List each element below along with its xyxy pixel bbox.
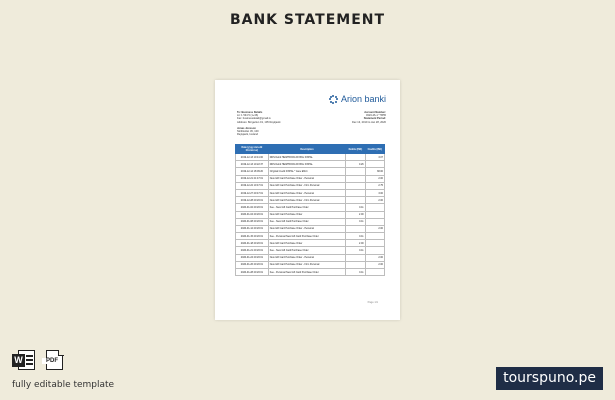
row-description: New Gift Card Purchase Order - Firm Personal (268, 197, 345, 204)
row-debit: 2.00 (346, 240, 365, 247)
table-row (236, 269, 385, 276)
detail-line: Reykjavik, Iceland (237, 133, 258, 137)
row-debit: 2.00 (346, 211, 365, 218)
table-row (236, 154, 385, 161)
account-line: 0323-26-1 * 5555 (365, 114, 386, 118)
pdf-icon[interactable] (42, 348, 66, 372)
row-date: 2020-01-28 20:20:01 (236, 269, 269, 276)
row-date: 2020-01-21 20:20:01 (236, 247, 269, 254)
row-credit (365, 161, 384, 168)
row-description: New Gift Card Purchase Order - Personal (268, 225, 345, 232)
row-description: Original Credit FIXPAL * Jane Effort (268, 168, 345, 175)
row-description: Fee - New Gift Card Purchase Order (268, 218, 345, 225)
row-credit: 38.00 (365, 168, 384, 175)
word-badge: W (12, 354, 25, 367)
row-description: New Gift Card Purchase Order (268, 211, 345, 218)
row-debit (346, 254, 365, 261)
row-credit: 2.00 (365, 175, 384, 182)
sender-recipient-details (237, 111, 307, 137)
table-row (236, 218, 385, 225)
row-debit: 0.11 (346, 233, 365, 240)
row-date: 2019-12-13 10:41:00 (236, 154, 269, 161)
row-debit: 0.11 (346, 247, 365, 254)
row-description: New Gift Card Purchase Order - Firm Personal (268, 182, 345, 189)
row-credit: 3.07 (365, 154, 384, 161)
table-row (236, 233, 385, 240)
row-debit (346, 189, 365, 196)
table-row (236, 197, 385, 204)
table-row (236, 182, 385, 189)
row-credit (365, 204, 384, 211)
row-date: 2020-01-26 20:20:01 (236, 261, 269, 268)
table-row (236, 168, 385, 175)
table-row (236, 161, 385, 168)
page-title: BANK STATEMENT (229, 12, 386, 28)
table-row (236, 261, 385, 268)
col-credits-header: Credits (ISK) (365, 145, 384, 154)
word-icon[interactable] (12, 348, 36, 372)
brand-badge[interactable]: tourspuno.pe (496, 367, 603, 390)
format-icons (12, 348, 66, 372)
row-credit (365, 218, 384, 225)
row-debit (346, 175, 365, 182)
row-date: 2020-01-15 20:20:01 (236, 233, 269, 240)
row-credit (365, 247, 384, 254)
row-debit (346, 225, 365, 232)
row-credit: 2.00 (365, 254, 384, 261)
row-debit: 0.11 (346, 204, 365, 211)
row-description: DDS Debit HEIMTFKRA FIXPAL FIXPAL (268, 161, 345, 168)
table-row (236, 247, 385, 254)
row-date: 2019-12-28 20:20:01 (236, 197, 269, 204)
bank-logo (329, 94, 386, 104)
row-description: New Gift Card Purchase Order - Personal (268, 175, 345, 182)
row-date: 2020-01-12 20:20:01 (236, 225, 269, 232)
col-description-header: Description (268, 145, 345, 154)
row-date: 2019-12-21 21:47:01 (236, 175, 269, 182)
row-debit: 0.11 (346, 269, 365, 276)
row-date: 2019-12-14 18:09:20 (236, 168, 269, 175)
col-date-header: Date (yyyy-mm-dd hh:mm:ss) (236, 145, 269, 154)
row-description: New Gift Card Purchase Order (268, 240, 345, 247)
pdf-label: PDF (42, 358, 62, 364)
row-debit (346, 197, 365, 204)
table-row (236, 175, 385, 182)
table-header-row (236, 145, 385, 154)
row-credit: 2.00 (365, 261, 384, 268)
row-description: New Gift Card Purchase Order - Firm Personal (268, 261, 345, 268)
row-description: New Gift Card Purchase Order - Personal (268, 189, 345, 196)
row-credit (365, 211, 384, 218)
arion-logo-icon (329, 95, 338, 104)
row-credit: 3.00 (365, 189, 384, 196)
account-line: Statement Period: (363, 117, 386, 121)
row-description: Fee - New Gift Card Purchase Order (268, 247, 345, 254)
row-date: 2019-12-22 10:47:01 (236, 182, 269, 189)
row-credit (365, 269, 384, 276)
row-debit: 0.11 (346, 218, 365, 225)
row-description: DDS Debit HEIMTFKRA FIXPAL FIXPAL (268, 154, 345, 161)
row-date: 2020-01-04 20:20:01 (236, 211, 269, 218)
row-credit (365, 233, 384, 240)
row-debit (346, 182, 365, 189)
row-date: 2020-01-18 20:20:01 (236, 240, 269, 247)
table-row (236, 204, 385, 211)
col-debits-header: Debits (ISK) (346, 145, 365, 154)
row-description: Fee - New Gift Card Purchase Order (268, 204, 345, 211)
detail-line: Skrifstofan 45, 100 (237, 130, 259, 134)
row-description: Fee - Personal New Gift Card Purchase Order (268, 233, 345, 240)
row-date: 2020-01-02 20:20:01 (236, 204, 269, 211)
bank-name: Arion banki (340, 94, 386, 104)
row-description: Fee - Personal New Gift Card Purchase Order (268, 269, 345, 276)
table-row (236, 225, 385, 232)
detail-line: Lit: 1 534 5 (1+36) (237, 114, 259, 118)
table-row (236, 240, 385, 247)
row-date: 2019-12-13 10:22:37 (236, 161, 269, 168)
account-line: Account Number: (364, 111, 386, 114)
statement-preview[interactable] (215, 80, 400, 320)
row-debit (346, 154, 365, 161)
account-line: Dec 13, 2019 to Jan 28, 2020 (351, 120, 386, 124)
transactions-table (235, 144, 385, 276)
row-credit: 2.00 (365, 225, 384, 232)
table-row (236, 189, 385, 196)
row-date: 2019-12-27 20:47:01 (236, 189, 269, 196)
row-credit: 2.00 (365, 197, 384, 204)
row-date: 2020-01-08 20:20:01 (236, 218, 269, 225)
row-debit (346, 168, 365, 175)
table-row (236, 254, 385, 261)
row-debit: 0.26 (346, 161, 365, 168)
table-row (236, 211, 385, 218)
row-description: New Gift Card Purchase Order - Personal (268, 254, 345, 261)
page-number: Page 1/1 (367, 301, 378, 304)
row-credit: 2.75 (365, 182, 384, 189)
editable-caption: fully editable template (12, 380, 115, 390)
detail-line: To: Business Details (237, 111, 263, 114)
detail-line: Jonas Jonsson (237, 127, 256, 131)
row-credit (365, 240, 384, 247)
account-details (326, 111, 386, 124)
row-date: 2020-01-24 20:20:01 (236, 254, 269, 261)
detail-line: Address: Borgartun 19, 105 Reykjavik (237, 120, 281, 124)
row-debit (346, 261, 365, 268)
detail-line: Fax: businessdetail@gmail.is (237, 117, 271, 121)
